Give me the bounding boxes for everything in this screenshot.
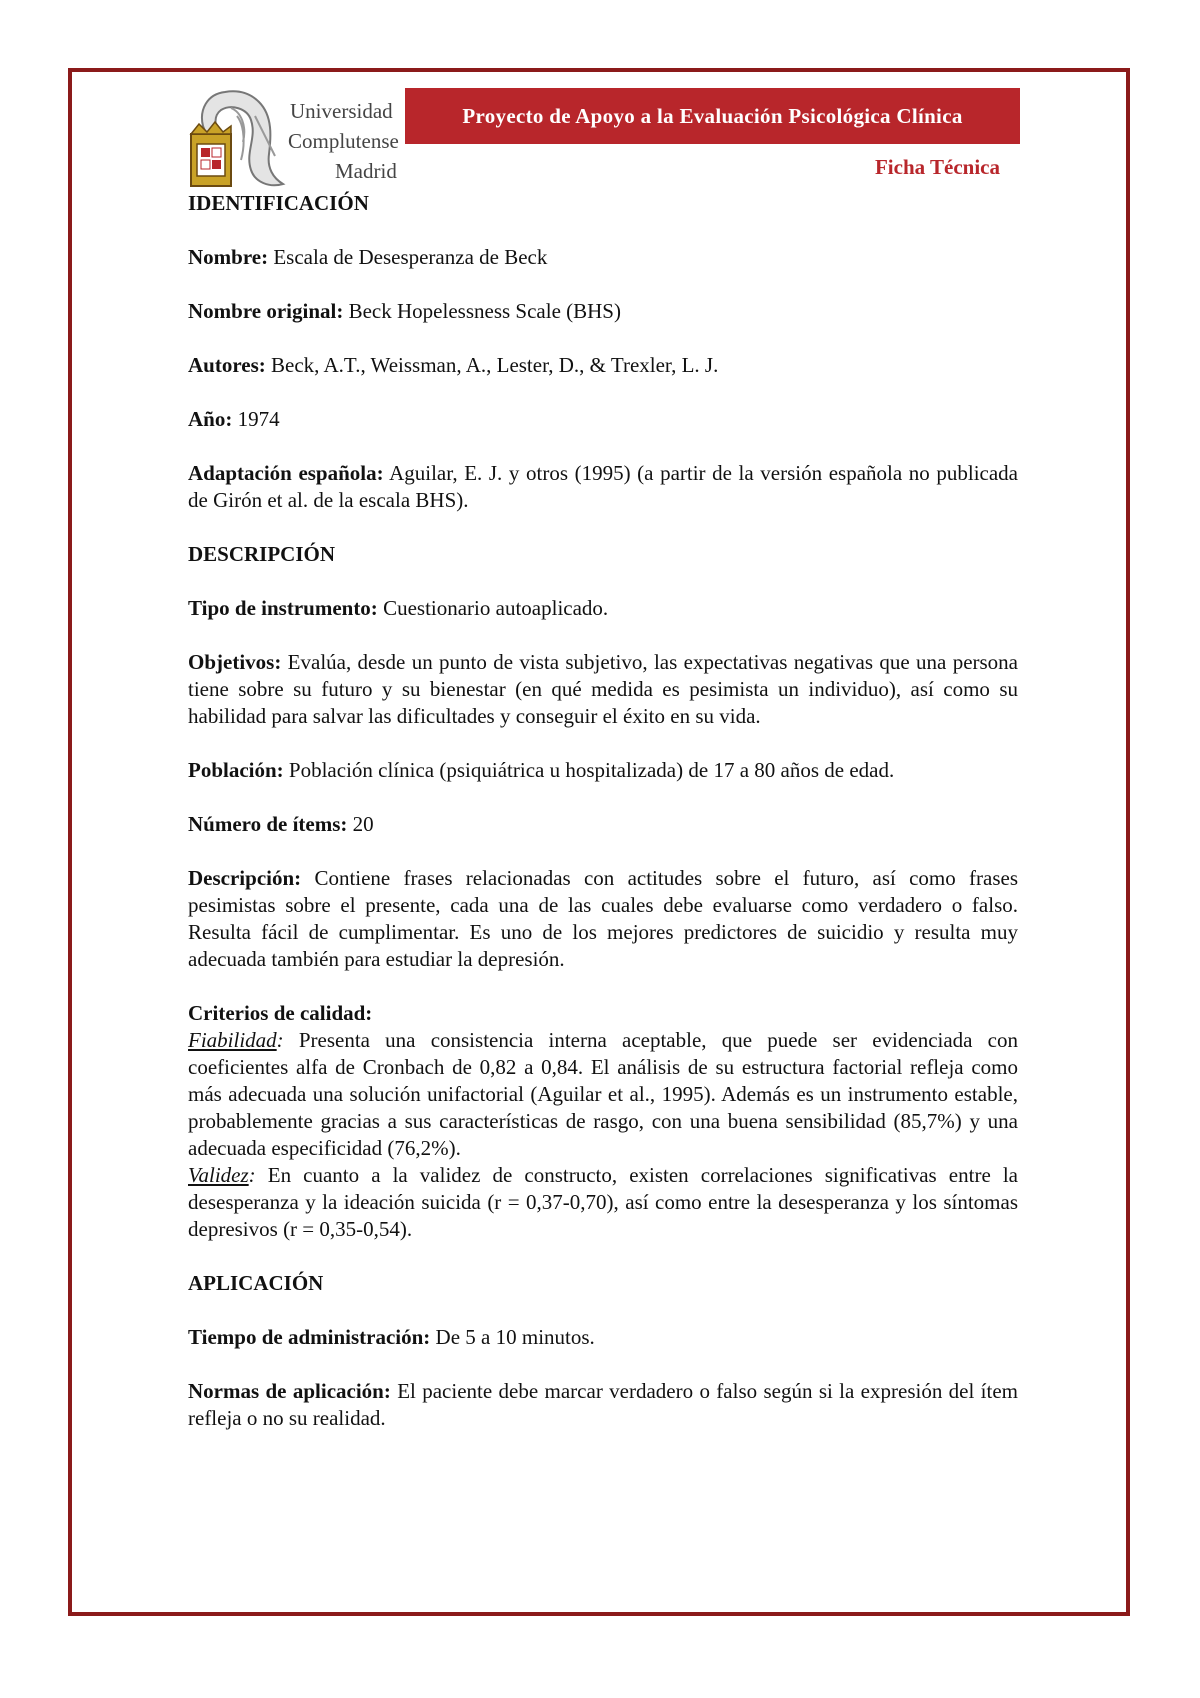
field-objetivos xyxy=(188,649,1018,730)
field-value: Aguilar, E. J. y otros (1995) (a partir de la versión española no publicada de Girón et al. de la escala BHS). xyxy=(188,461,1018,512)
field-value: De 5 a 10 minutos. xyxy=(435,1325,595,1349)
field-label: Nombre original: xyxy=(188,299,344,323)
field-sublabel: Fiabilidad xyxy=(188,1028,277,1052)
field-value: Contiene frases relacionadas con actitudes sobre el futuro, así como frases pesimistas sobre el presente, cada una de las cuales debe evaluarse como verdadero o falso. Resulta fácil de cumplimentar. Es uno de los mejores predictores de suicidio y resulta muy adecuada también para estudiar la depresión. xyxy=(188,866,1019,971)
field-value: Presenta una consistencia interna aceptable, que puede ser evidenciada con coeficientes alfa de Cronbach de 0,82 a 0,84. El análisis de su estructura factorial refleja como más adecuada una solución unifactorial (Aguilar et al., 1995). Además es un instrumento estable, probablemente gracias a sus características de rasgo, con una buena sensibilidad (85,7%) y una adecuada especificidad (76,2%). xyxy=(188,1028,1018,1160)
university-seal-icon xyxy=(185,86,290,194)
field-value: Evalúa, desde un punto de vista subjetivo, las expectativas negativas que una persona tiene sobre su futuro y su bienestar (en qué medida es pesimista un individuo), así como su habilidad para salvar las dificultades y conseguir el éxito en su vida. xyxy=(188,650,1019,728)
section-heading-aplicacion: APLICACIÓN xyxy=(188,1271,324,1295)
field-label: Tipo de instrumento: xyxy=(188,596,378,620)
field-label: Normas de aplicación: xyxy=(188,1379,391,1403)
field-label: Objetivos: xyxy=(188,650,282,674)
field-label: Descripción: xyxy=(188,866,302,890)
field-value: Beck, A.T., Weissman, A., Lester, D., & Trexler, L. J. xyxy=(271,353,719,377)
field-tipo-instrumento xyxy=(188,595,1018,622)
field-numero-items xyxy=(188,811,1018,838)
field-autores xyxy=(188,352,1018,379)
field-fiabilidad: Fiabilidad: Presenta una consistencia interna aceptable, que puede ser evidenciada con coeficientes alfa de Cronbach de 0,82 a 0,84. El análisis de su estructura factorial refleja como más adecuada una solución unifactorial (Aguilar et al., 1995). Además es un instrumento estable, probablemente gracias a sus características de rasgo, con una buena sensibilidad (85,7%) y una adecuada especificidad (76,2%). xyxy=(188,1028,1018,1160)
field-anio xyxy=(188,406,1018,433)
university-name xyxy=(288,96,408,186)
field-criterios-calidad: Criterios de calidad: xyxy=(188,1001,373,1025)
field-label: Tiempo de administración: xyxy=(188,1325,431,1349)
field-value: En cuanto a la validez de constructo, existen correlaciones significativas entre la desesperanza y la ideación suicida (r = 0,37-0,70), así como entre la desesperanza y los síntomas depresivos (r = 0,35-0,54). xyxy=(188,1163,1018,1241)
field-label: Adaptación española: xyxy=(188,461,384,485)
field-value: 1974 xyxy=(237,407,280,431)
field-label: Población: xyxy=(188,758,284,782)
section-heading-identificacion: IDENTIFICACIÓN xyxy=(188,191,369,215)
field-nombre xyxy=(188,244,1018,271)
field-value: Escala de Desesperanza de Beck xyxy=(273,245,548,269)
field-normas-aplicacion xyxy=(188,1378,1018,1432)
university-logo xyxy=(185,86,400,194)
document-body xyxy=(188,190,1018,1459)
field-value: Beck Hopelessness Scale (BHS) xyxy=(348,299,621,323)
field-descripcion xyxy=(188,865,1018,973)
field-value: El paciente debe marcar verdadero o falso según si la expresión del ítem refleja o no su realidad. xyxy=(188,1379,1019,1430)
logo-line-universidad: Universidad xyxy=(290,99,393,123)
logo-line-madrid: Madrid xyxy=(335,159,397,183)
project-banner: Proyecto de Apoyo a la Evaluación Psicológica Clínica xyxy=(405,88,1020,144)
field-value: 20 xyxy=(352,812,374,836)
section-heading-descripcion: DESCRIPCIÓN xyxy=(188,542,336,566)
field-validez: Validez: En cuanto a la validez de constructo, existen correlaciones significativas entre la desesperanza y la ideación suicida (r = 0,37-0,70), así como entre la desesperanza y los síntomas depresivos (r = 0,35-0,54). xyxy=(188,1163,1018,1241)
field-label: Autores: xyxy=(188,353,266,377)
field-tiempo-administracion xyxy=(188,1324,1018,1351)
field-label: Nombre: xyxy=(188,245,269,269)
field-adaptacion xyxy=(188,460,1018,514)
field-label: Número de ítems: xyxy=(188,812,348,836)
logo-line-complutense: Complutense xyxy=(288,129,399,153)
field-poblacion xyxy=(188,757,1018,784)
field-sublabel: Validez xyxy=(188,1163,249,1187)
field-nombre-original xyxy=(188,298,1018,325)
field-value: Cuestionario autoaplicado. xyxy=(383,596,609,620)
ficha-tecnica-title: Ficha Técnica xyxy=(874,155,1000,179)
field-label: Año: xyxy=(188,407,233,431)
field-value: Población clínica (psiquiátrica u hospitalizada) de 17 a 80 años de edad. xyxy=(288,758,895,782)
